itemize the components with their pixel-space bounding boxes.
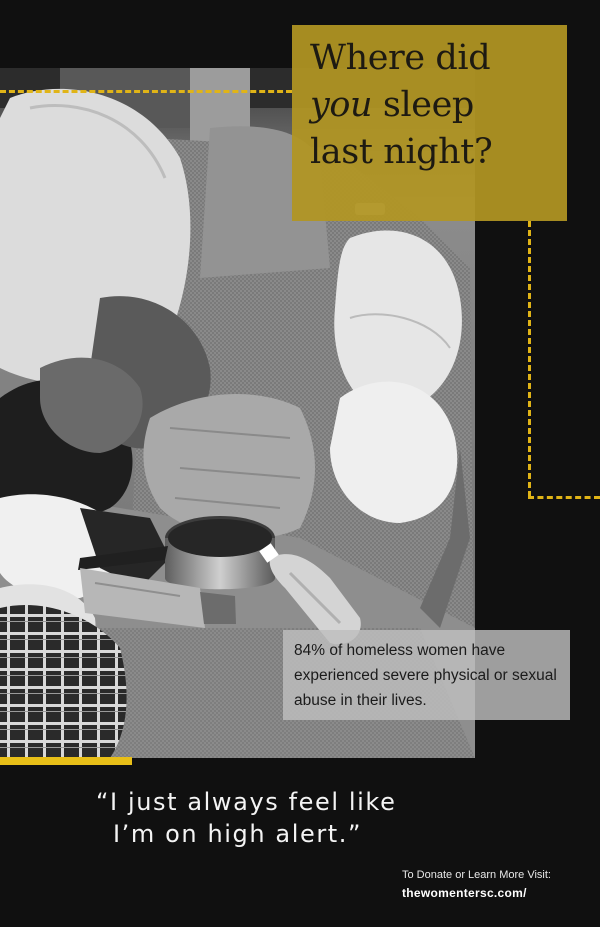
quote-line-1: “I just always feel like	[96, 788, 397, 816]
accent-bar	[0, 757, 132, 765]
footer-url-link[interactable]: thewomentersc.com/	[402, 886, 527, 900]
statistic-text: 84% of homeless women have experienced severe physical or sexual abuse in their lives.	[294, 642, 557, 709]
headline-line-3: last night?	[310, 132, 493, 172]
headline-emphasis: you	[310, 85, 373, 125]
footer-label: To Donate or Learn More Visit:	[402, 869, 551, 881]
headline-line-2-rest: sleep	[372, 85, 474, 125]
dashed-line-right-vertical	[528, 221, 531, 497]
quote	[96, 786, 476, 850]
headline	[310, 35, 560, 176]
quote-line-2: I’m on high alert.”	[113, 820, 363, 848]
headline-box	[292, 25, 567, 221]
headline-line-2	[310, 82, 560, 129]
headline-line-1: Where did	[310, 38, 491, 78]
dashed-line-top	[0, 90, 292, 93]
statistic-box	[283, 630, 570, 720]
dashed-line-right-horizontal	[528, 496, 600, 499]
